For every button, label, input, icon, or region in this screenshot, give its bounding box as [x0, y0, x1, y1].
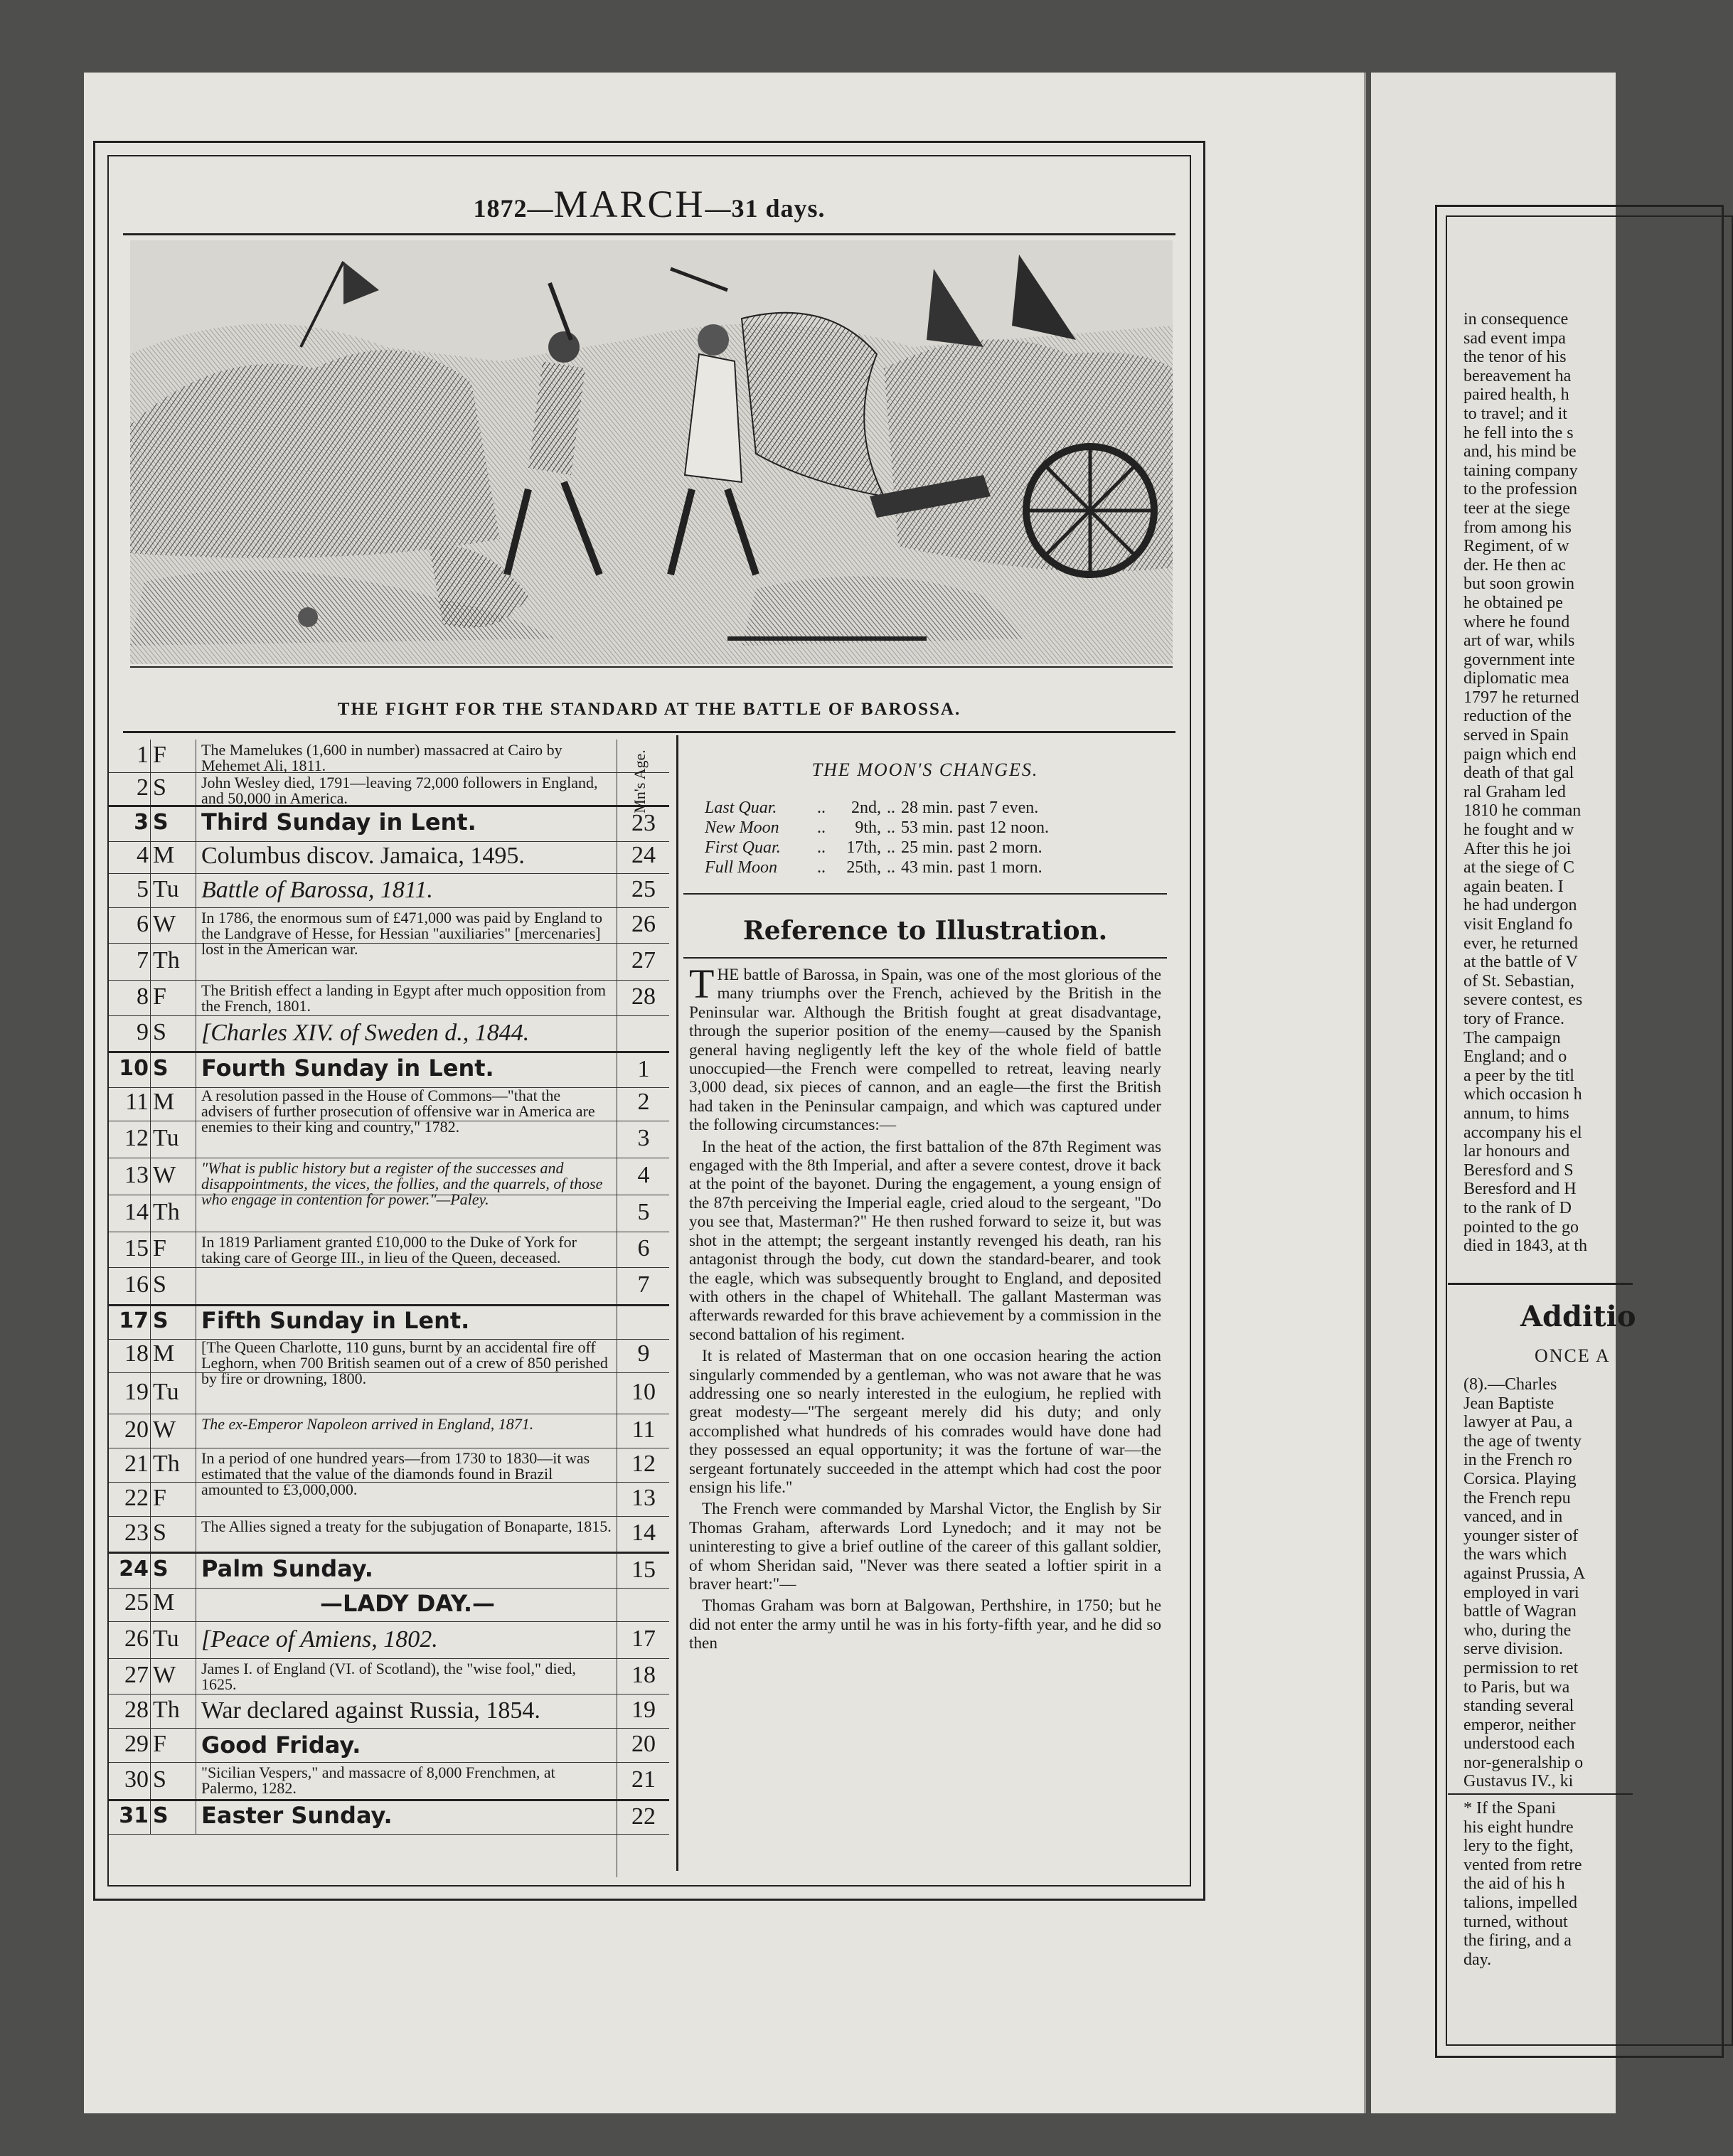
- text-line: the wars which: [1463, 1545, 1567, 1564]
- day-number: 20: [124, 1416, 149, 1443]
- calendar-event: The British effect a landing in Egypt after much opposition from the French, 1801.: [201, 981, 607, 1015]
- text-line: (8).—Charles: [1463, 1375, 1557, 1394]
- text-line: paired health, h: [1463, 385, 1569, 405]
- weekday: W: [153, 1162, 176, 1188]
- text-line: from among his: [1463, 518, 1572, 537]
- text-line: battle of Wagran: [1463, 1602, 1577, 1621]
- weekday: W: [153, 1662, 176, 1688]
- day-number: 15: [124, 1235, 149, 1261]
- moon-rule: [683, 893, 1167, 895]
- text-line: lawyer at Pau, a: [1463, 1413, 1573, 1432]
- facing-page: [1371, 73, 1636, 2113]
- text-line: at the siege of C: [1463, 858, 1574, 877]
- calendar-event: [Peace of Amiens, 1802.: [201, 1626, 438, 1653]
- text-line: he fought and w: [1463, 821, 1574, 840]
- calendar-event: John Wesley died, 1791—leaving 72,000 followers in England, and 50,000 in America.: [201, 774, 598, 807]
- calendar-event: Fifth Sunday in Lent.: [201, 1307, 470, 1334]
- text-line: 1797 he returned: [1463, 688, 1579, 707]
- paragraph: It is related of Masterman that on one occasion hearing the action singularly commended by a gentleman, who was not aware that he was addressing one so nearly interested in the eulogium, he replied with great modesty—"The sergeant merely did his duty; and only accomplished what hundreds of his comrades would have done had they possessed an equal opportunity; it was the fortune of war—the sergeant fortunately succeeded in the attempt which had cost the poor ensign his life.": [689, 1347, 1161, 1497]
- weekday: S: [153, 774, 166, 801]
- text-line: * If the Spani: [1463, 1799, 1556, 1818]
- moon-age: 7: [637, 1271, 650, 1298]
- weekday: S: [153, 1766, 166, 1793]
- moon-age: 3: [637, 1125, 650, 1151]
- moon-age-header: Mn's Age.: [631, 749, 649, 813]
- text-line: ral Graham led: [1463, 782, 1566, 801]
- day-number: 11: [125, 1089, 149, 1115]
- text-line: Beresford and S: [1463, 1160, 1574, 1180]
- moon-age: 25: [631, 876, 656, 902]
- weekday: Tu: [153, 876, 179, 902]
- weekday: W: [153, 1416, 176, 1443]
- facing-text-a: [1463, 310, 1677, 1256]
- text-line: visit England fo: [1463, 915, 1573, 934]
- day-number: 10: [119, 1056, 149, 1081]
- day-number: 18: [124, 1340, 149, 1367]
- weekday: M: [153, 1589, 175, 1616]
- text-line: to Paris, but wa: [1463, 1677, 1570, 1697]
- calendar-event: [Charles XIV. of Sweden d., 1844.: [201, 1020, 530, 1046]
- day-number: 2: [137, 774, 149, 801]
- text-line: against Prussia, A: [1463, 1564, 1586, 1583]
- day-number: 27: [124, 1662, 149, 1688]
- text-line: and, his mind be: [1463, 442, 1577, 461]
- page-title: 1872—MARCH—31 days.: [473, 183, 826, 225]
- moon-changes-table: [705, 798, 1055, 877]
- moon-age: 1: [637, 1056, 650, 1082]
- calendar-event: —LADY DAY.—: [320, 1590, 495, 1617]
- moon-changes-title: THE MOON'S CHANGES.: [811, 759, 1039, 780]
- calendar-event: A resolution passed in the House of Commons—"that the advisers of further prosecution of offensive war in America are enemies to their king and country," 1782.: [201, 1087, 595, 1136]
- facing-text-b: [1463, 1375, 1677, 1791]
- calendar-event: The Allies signed a treaty for the subjugation of Bonaparte, 1815.: [201, 1517, 612, 1535]
- moon-row: Full Moon .. 25th, .. 43 min. past 1 morn.: [705, 858, 1043, 877]
- moon-age: 20: [631, 1731, 656, 1757]
- moon-age: 18: [631, 1662, 656, 1688]
- day-number: 26: [124, 1626, 149, 1652]
- day-number: 14: [124, 1199, 149, 1225]
- weekday: M: [153, 1340, 175, 1367]
- calendar-event: In 1819 Parliament granted £10,000 to the Duke of York for taking care of George III., in lieu of the Queen, deceased.: [201, 1233, 577, 1266]
- text-line: Beresford and H: [1463, 1180, 1577, 1199]
- text-line: a peer by the titl: [1463, 1066, 1574, 1085]
- text-line: where he found: [1463, 612, 1570, 631]
- text-line: to travel; and it: [1463, 404, 1567, 423]
- day-number: 5: [137, 876, 149, 902]
- text-line: England; and o: [1463, 1047, 1567, 1067]
- text-line: art of war, whils: [1463, 631, 1575, 651]
- moon-age: 24: [631, 842, 656, 868]
- weekday: S: [153, 1308, 169, 1333]
- day-number: 31: [119, 1803, 149, 1828]
- text-line: talions, impelled: [1463, 1893, 1577, 1912]
- text-line: the age of twenty: [1463, 1431, 1582, 1451]
- text-line: taining company: [1463, 461, 1578, 480]
- day-number: 6: [137, 911, 149, 937]
- text-line: of St. Sebastian,: [1463, 971, 1574, 991]
- text-line: tory of France.: [1463, 1009, 1564, 1028]
- weekday: Tu: [153, 1379, 179, 1405]
- drop-cap: T: [689, 961, 715, 1007]
- text-line: reduction of the: [1463, 707, 1572, 726]
- text-line: Jean Baptiste: [1463, 1394, 1555, 1413]
- text-line: lar honours and: [1463, 1142, 1570, 1161]
- weekday: S: [153, 1803, 169, 1828]
- weekday: Tu: [153, 1125, 179, 1151]
- weekday: S: [153, 1271, 166, 1298]
- calendar-event: In a period of one hundred years—from 1730 to 1830—it was estimated that the value of the diamonds found in Brazil amounted to £3,000,000.: [201, 1449, 590, 1498]
- day-number: 7: [137, 947, 149, 973]
- moon-age: 2: [637, 1089, 650, 1115]
- weekday: Tu: [153, 1626, 179, 1652]
- calendar-event: Columbus discov. Jamaica, 1495.: [201, 843, 525, 869]
- weekday: F: [153, 742, 166, 768]
- text-line: the firing, and a: [1463, 1931, 1572, 1950]
- weekday: M: [153, 1089, 175, 1115]
- calendar-event: Fourth Sunday in Lent.: [201, 1055, 494, 1082]
- text-line: serve division.: [1463, 1640, 1563, 1659]
- text-line: he fell into the s: [1463, 423, 1574, 442]
- day-number: 25: [124, 1589, 149, 1616]
- text-line: day.: [1463, 1950, 1492, 1969]
- moon-row: Last Quar. .. 2nd, .. 28 min. past 7 even.: [705, 799, 1039, 817]
- calendar-event: Good Friday.: [201, 1731, 361, 1759]
- text-line: turned, without: [1463, 1912, 1568, 1931]
- text-line: permission to ret: [1463, 1658, 1579, 1677]
- inner-frame: [107, 155, 1191, 1886]
- moon-age: 19: [631, 1697, 656, 1723]
- day-number: 3: [134, 810, 149, 835]
- day-number: 23: [124, 1520, 149, 1546]
- calendar-event: [The Queen Charlotte, 110 guns, burnt by an accidental fire off Leghorn, when 700 British seamen out of a crew of 850 perished by fire or drowning, 1800.: [201, 1338, 608, 1387]
- weekday: F: [153, 1485, 166, 1511]
- text-line: diplomatic mea: [1463, 669, 1569, 688]
- calendar-event: The ex-Emperor Napoleon arrived in England, 1871.: [201, 1415, 534, 1433]
- paragraph: Thomas Graham was born at Balgowan, Perthshire, in 1750; but he did not enter the army until he was in his forty-fifth year, and he did so then: [689, 1596, 1161, 1653]
- year: 1872: [473, 194, 528, 223]
- month: MARCH: [553, 183, 705, 225]
- text-line: understood each: [1463, 1734, 1575, 1754]
- moon-age: 28: [631, 983, 656, 1010]
- weekday: S: [153, 1557, 169, 1581]
- paragraph: The French were commanded by Marshal Victor, the English by Sir Thomas Graham, afterwards Lord Lynedoch; and it may not be uninteresting to give a brief outline of the career of this gallant soldier, of whom Sheridan said, "Never was there seated a loftier spirit in a braver heart:"—: [689, 1500, 1161, 1594]
- text-line: der. He then ac: [1463, 555, 1566, 575]
- day-number: 4: [137, 842, 149, 868]
- text-line: in consequence: [1463, 310, 1569, 329]
- text-line: to the profession: [1463, 480, 1577, 499]
- weekday: Th: [153, 1697, 180, 1723]
- weekday: S: [153, 1520, 166, 1546]
- day-number: 9: [137, 1019, 149, 1045]
- text-line: his eight hundre: [1463, 1818, 1574, 1837]
- day-number: 8: [137, 983, 149, 1010]
- calendar-event: "What is public history but a register of the successes and disappointments, the vices, the follies, and the quarrels, of those who engage in contention for power."—Paley.: [201, 1159, 603, 1208]
- text-line: to the rank of D: [1463, 1198, 1572, 1217]
- moon-age: 17: [631, 1626, 656, 1652]
- weekday: S: [153, 810, 169, 835]
- text-line: younger sister of: [1463, 1526, 1579, 1545]
- calendar-event: "Sicilian Vespers," and massacre of 8,000 Frenchmen, at Palermo, 1282.: [201, 1763, 555, 1797]
- text-line: who, during the: [1463, 1621, 1572, 1640]
- calendar-event: The Mamelukes (1,600 in number) massacred at Cairo by Mehemet Ali, 1811.: [201, 741, 562, 774]
- moon-age: 12: [631, 1451, 656, 1477]
- moon-age: 4: [637, 1162, 650, 1188]
- weekday: Th: [153, 947, 180, 973]
- column-divider: [676, 735, 678, 1871]
- moon-age: 14: [631, 1520, 656, 1546]
- calendar-event: Palm Sunday.: [201, 1555, 373, 1582]
- calendar-event: In 1786, the enormous sum of £471,000 was paid by England to the Landgrave of Hesse, for Hessian "auxiliaries" [mercenaries] lost in the American war.: [201, 909, 602, 958]
- days-count: 31 days.: [731, 194, 826, 223]
- moon-age: 10: [631, 1379, 656, 1405]
- weekday: Th: [153, 1451, 180, 1477]
- day-number: 16: [124, 1271, 149, 1298]
- calendar-event: Battle of Barossa, 1811.: [201, 877, 433, 903]
- text-line: emperor, neither: [1463, 1715, 1576, 1734]
- text-line: accompany his el: [1463, 1123, 1582, 1142]
- text-line: the aid of his h: [1463, 1874, 1565, 1894]
- text-line: which occasion h: [1463, 1085, 1582, 1104]
- text-line: he had undergon: [1463, 896, 1577, 915]
- text-line: death of that gal: [1463, 764, 1574, 783]
- weekday: F: [153, 1235, 166, 1261]
- day-number: 28: [124, 1697, 149, 1723]
- text-line: teer at the siege: [1463, 498, 1570, 518]
- moon-row: First Quar. .. 17th, .. 25 min. past 2 morn.: [705, 838, 1043, 857]
- moon-age: 13: [631, 1485, 656, 1511]
- moon-age: 22: [631, 1803, 656, 1830]
- text-line: vented from retre: [1463, 1855, 1582, 1874]
- text-line: Corsica. Playing: [1463, 1469, 1577, 1488]
- text-line: standing several: [1463, 1697, 1574, 1716]
- page-frame: [93, 141, 1205, 1901]
- text-line: pointed to the go: [1463, 1217, 1579, 1237]
- day-number: 24: [119, 1557, 149, 1581]
- text-line: lery to the fight,: [1463, 1837, 1574, 1856]
- day-number: 19: [124, 1379, 149, 1405]
- reference-rule: [683, 957, 1167, 959]
- weekday: F: [153, 983, 166, 1010]
- illustration-caption: THE FIGHT FOR THE STANDARD AT THE BATTLE OF BAROSSA.: [337, 700, 961, 719]
- text-line: Regiment, of w: [1463, 537, 1569, 556]
- text-line: paign which end: [1463, 745, 1577, 764]
- day-number: 22: [124, 1485, 149, 1511]
- weekday: W: [153, 911, 176, 937]
- text-line: 1810 he comman: [1463, 801, 1582, 821]
- text-line: severe contest, es: [1463, 991, 1583, 1010]
- day-number: 1: [137, 742, 149, 768]
- right-column: [683, 740, 1167, 1656]
- weekday: M: [153, 842, 175, 868]
- text-line: vanced, and in: [1463, 1507, 1563, 1527]
- paragraph: In the heat of the action, the first battalion of the 87th Regiment was engaged with the 8th Imperial, and after a severe contest, drove it back at the point of the bayonet. During the engagement, a young ensign of the 87th perceiving the Imperial eagle, cried aloud to the sergeant, "Do you see that, Masterman?" He then rushed forward to seize it, but was shot in the attempt; the sergeant instantly revenged his death, ran his antagonist through the body, cut down the standard-bearer, and took the eagle, which was subsequently brought to England, and deposited with others in the chapel of Whitehall. The gallant Masterman was afterwards rewarded for this brave achievement by a commission in the second battalion of his regiment.: [689, 1137, 1161, 1344]
- text-line: employed in vari: [1463, 1583, 1579, 1602]
- day-number: 30: [124, 1766, 149, 1793]
- text-line: the French repu: [1463, 1488, 1571, 1507]
- day-number: 29: [124, 1731, 149, 1757]
- calendar-event: James I. of England (VI. of Scotland), the "wise fool," died, 1625.: [201, 1660, 576, 1693]
- text-line: government inte: [1463, 650, 1575, 669]
- weekday: F: [153, 1731, 166, 1757]
- moon-age: 11: [631, 1416, 656, 1443]
- calendar-event: Easter Sunday.: [201, 1802, 393, 1829]
- text-line: bereavement ha: [1463, 366, 1572, 385]
- text-line: the tenor of his: [1463, 348, 1567, 367]
- moon-age: 26: [631, 911, 656, 937]
- text-line: served in Spain: [1463, 726, 1569, 745]
- text-line: The campaign: [1463, 1028, 1561, 1047]
- reference-text: [689, 961, 1161, 1653]
- facing-text-c: [1463, 1799, 1677, 1969]
- title-rule: [123, 233, 1175, 235]
- moon-row: New Moon .. 9th, .. 53 min. past 12 noon.: [705, 818, 1049, 837]
- text-line: again beaten. I: [1463, 877, 1564, 896]
- text-line: in the French ro: [1463, 1451, 1572, 1470]
- text-line: at the battle of V: [1463, 953, 1578, 972]
- text-line: ever, he returned: [1463, 934, 1578, 953]
- text-line: Gustavus IV., ki: [1463, 1772, 1574, 1791]
- calendar-event: War declared against Russia, 1854.: [201, 1697, 540, 1724]
- weekday: Th: [153, 1199, 180, 1225]
- text-line: but soon growin: [1463, 575, 1574, 594]
- text-line: died in 1843, at th: [1463, 1237, 1587, 1256]
- weekday: S: [153, 1019, 166, 1045]
- moon-age: 15: [631, 1557, 656, 1583]
- day-number: 12: [124, 1125, 149, 1151]
- section-rule: [123, 731, 1175, 733]
- moon-age: 9: [637, 1340, 650, 1367]
- text-line: he obtained pe: [1463, 593, 1563, 612]
- calendar-event: Third Sunday in Lent.: [201, 808, 476, 836]
- text-line: sad event impa: [1463, 329, 1566, 348]
- battle-engraving: [130, 240, 1173, 664]
- reference-heading: Reference to Illustration.: [742, 916, 1108, 946]
- facing-subheading: ONCE A: [1535, 1345, 1611, 1366]
- text-line: After this he joi: [1463, 839, 1572, 858]
- paragraph: THE battle of Barossa, in Spain, was one of the most glorious of the many triumphs over the French, achieved by the British in the Peninsular war. Although the British fought at great disadvantage, through the superior position of the enemy—caused by the Spanish general having negligently left the key of the whole field of battle unoccupied—the French were compelled to retreat, leaving nearly 3,000 dead, six pieces of cannon, and an eagle—the first the British had taken in the Peninsular campaign, and which was captured under the following circumstances:—: [689, 961, 1161, 1135]
- day-number: 21: [124, 1451, 149, 1477]
- day-number: 13: [124, 1162, 149, 1188]
- weekday: S: [153, 1056, 169, 1081]
- moon-age: 27: [631, 947, 656, 973]
- text-line: annum, to hims: [1463, 1104, 1569, 1123]
- day-number: 17: [119, 1308, 149, 1333]
- moon-age: 21: [631, 1766, 656, 1793]
- moon-age: 23: [631, 810, 656, 836]
- text-line: nor-generalship o: [1463, 1753, 1584, 1772]
- facing-heading: Additio: [1520, 1300, 1636, 1333]
- moon-age: 5: [637, 1199, 650, 1225]
- moon-age: 6: [637, 1235, 650, 1261]
